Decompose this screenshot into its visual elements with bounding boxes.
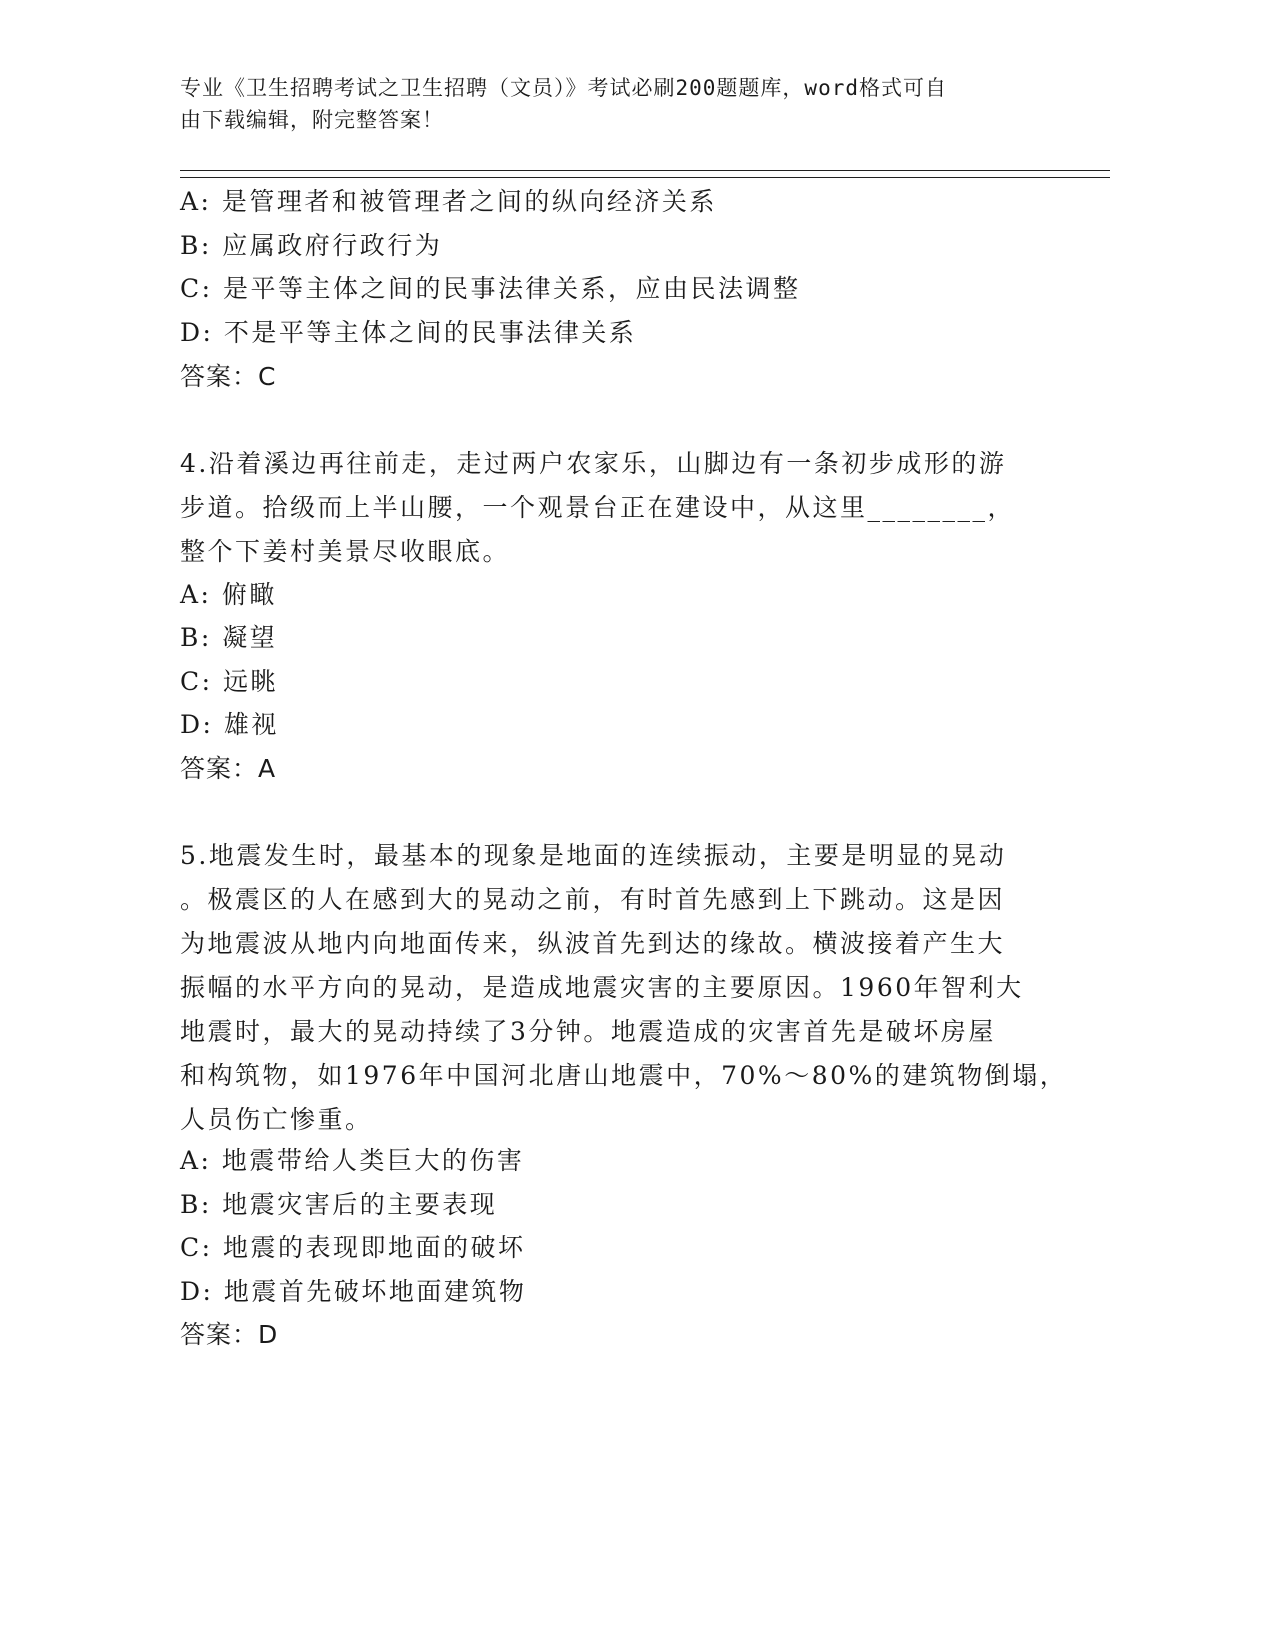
q3-option-d: D: 不是平等主体之间的民事法律关系	[180, 318, 637, 347]
q4-option-b: B: 凝望	[180, 623, 278, 652]
q3-answer: 答案：C	[180, 362, 277, 391]
q4-option-d: D: 雄视	[180, 710, 279, 739]
q3-option-a: A: 是管理者和被管理者之间的纵向经济关系	[180, 187, 717, 216]
q5-stem-line: 。极震区的人在感到大的晃动之前，有时首先感到上下跳动。这是因	[180, 885, 1006, 914]
q5-stem-line: 人员伤亡惨重。	[180, 1105, 373, 1134]
q5-option-d: D: 地震首先破坏地面建筑物	[180, 1277, 527, 1306]
q5-stem-line: 振幅的水平方向的晃动，是造成地震灾害的主要原因。1960年智利大	[180, 973, 1024, 1002]
header-line-1: 专业《卫生招聘考试之卫生招聘（文员）》考试必刷200题题库，word格式可自	[180, 76, 947, 100]
q4-option-c: C: 远眺	[180, 667, 278, 696]
document-header	[180, 72, 1040, 136]
q5-stem-line: 5.地震发生时，最基本的现象是地面的连续振动，主要是明显的晃动	[180, 841, 1007, 870]
header-divider-top	[180, 170, 1110, 171]
q4-answer: 答案：A	[180, 754, 277, 783]
q4-stem	[180, 442, 1040, 574]
q5-stem-line: 地震时，最大的晃动持续了3分钟。地震造成的灾害首先是破坏房屋	[180, 1017, 996, 1046]
q5-stem	[180, 834, 1068, 1142]
q5-option-b: B: 地震灾害后的主要表现	[180, 1190, 498, 1219]
q4-option-a: A: 俯瞰	[180, 580, 277, 609]
q3-option-b: B: 应属政府行政行为	[180, 231, 443, 260]
q5-option-c: C: 地震的表现即地面的破坏	[180, 1233, 526, 1262]
q5-answer: 答案：D	[180, 1320, 279, 1349]
q5-stem-line: 为地震波从地内向地面传来，纵波首先到达的缘故。横波接着产生大	[180, 929, 1006, 958]
q4-stem-line: 4.沿着溪边再往前走，走过两户农家乐，山脚边有一条初步成形的游	[180, 449, 1007, 478]
q5-option-a: A: 地震带给人类巨大的伤害	[180, 1146, 525, 1175]
q5-stem-line: 和构筑物，如1976年中国河北唐山地震中，70%～80%的建筑物倒塌，	[180, 1061, 1068, 1090]
header-line-2: 由下载编辑，附完整答案！	[180, 108, 444, 132]
q4-stem-line: 整个下姜村美景尽收眼底。	[180, 537, 511, 566]
q3-option-c: C: 是平等主体之间的民事法律关系，应由民法调整	[180, 274, 801, 303]
header-divider-bottom	[180, 177, 1110, 178]
q4-stem-line: 步道。拾级而上半山腰，一个观景台正在建设中，从这里________，	[180, 493, 1016, 522]
